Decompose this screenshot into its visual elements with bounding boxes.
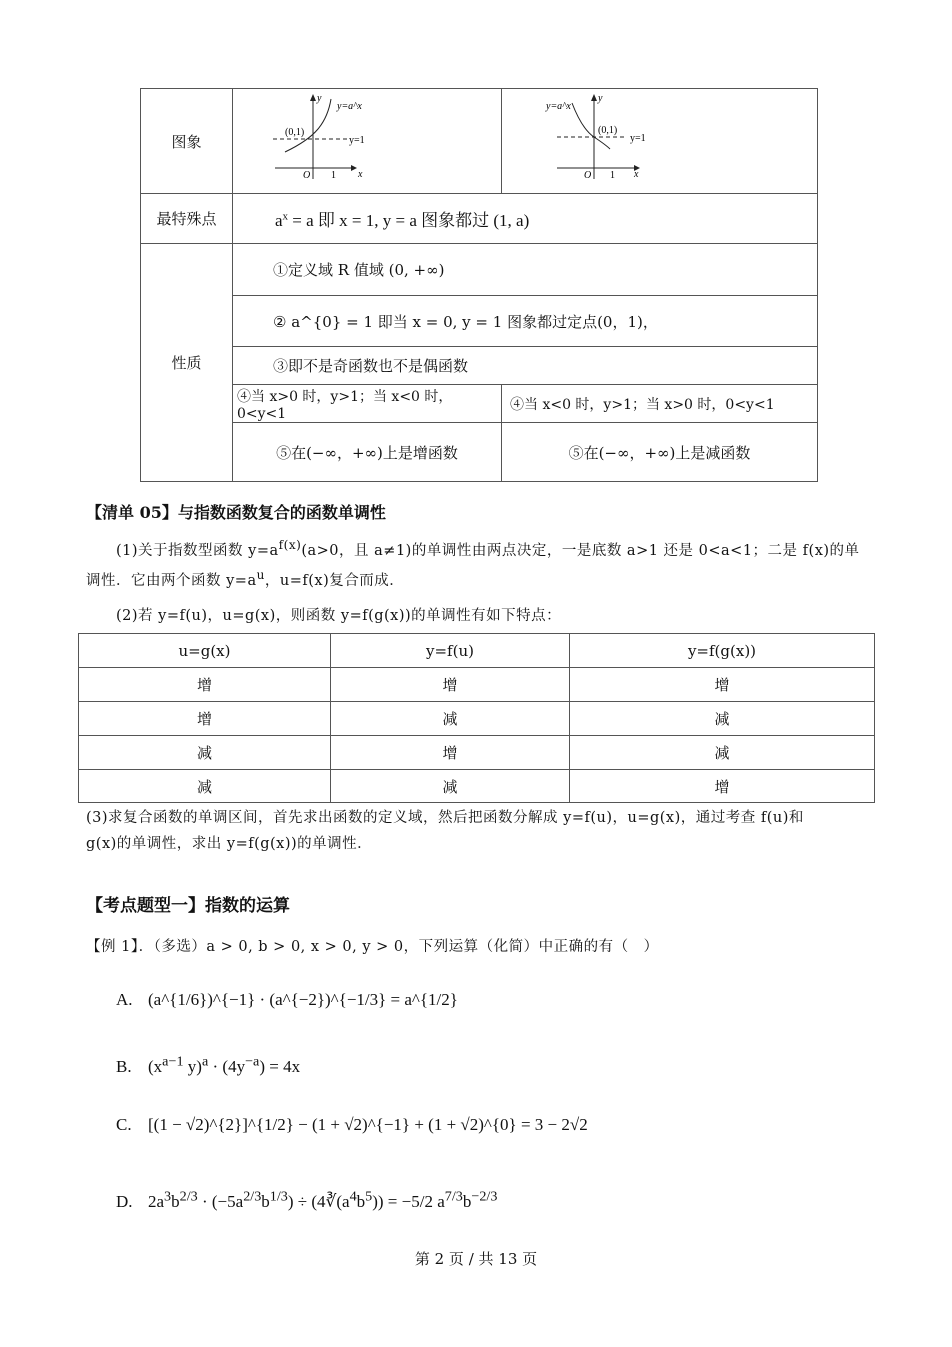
header-composite: y=f(g(x)) bbox=[570, 634, 875, 668]
header-outer: y=f(u) bbox=[331, 634, 570, 668]
origin-label: O bbox=[584, 170, 592, 181]
property-monotonic-decreasing: ⑤在(−∞，+∞)上是减函数 bbox=[502, 423, 818, 482]
table-row bbox=[79, 668, 875, 702]
row-label-special-point: 最特殊点 bbox=[141, 194, 233, 244]
cell: 减 bbox=[79, 770, 331, 803]
composite-monotonicity-table bbox=[78, 633, 875, 803]
line-label: y=1 bbox=[630, 133, 646, 144]
y-axis-label: y bbox=[317, 93, 322, 104]
decreasing-exponential-graph bbox=[502, 89, 802, 189]
cell: 增 bbox=[79, 668, 331, 702]
option-b bbox=[116, 1053, 300, 1077]
option-d bbox=[116, 1188, 497, 1212]
curve-label: y=a^x bbox=[337, 101, 362, 112]
cell: 减 bbox=[331, 770, 570, 803]
origin-label: O bbox=[303, 170, 311, 181]
example-1-question: 【例 1】．（多选）a > 0, b > 0, x > 0, y > 0，下列运算（化简）中正确的有（ ） bbox=[86, 939, 659, 955]
paragraph-1-line-1: (1)关于指数型函数 $y=a^{f(x)}(a>0$，且 a≠1)的单调性由两点决定，一是底数 a>1 还是 0<a<1；二是 f(x)的单 bbox=[116, 538, 860, 559]
cell: 减 bbox=[570, 736, 875, 770]
curve-label: y=a^x bbox=[546, 101, 571, 112]
graph-decreasing bbox=[502, 89, 818, 194]
option-label: A. bbox=[116, 990, 133, 1009]
option-label: C. bbox=[116, 1115, 132, 1134]
row-label-properties: 性质 bbox=[141, 244, 233, 482]
property-fixed-point: ② a^{0} = 1 即当 x = 0, y = 1 图象都过定点(0，1)， bbox=[233, 296, 818, 347]
cell: 增 bbox=[331, 668, 570, 702]
table-row bbox=[79, 770, 875, 803]
paragraph-1-line-2: 调性．它由两个函数 $y=a^u$，u=f(x)复合而成． bbox=[86, 568, 405, 589]
option-expression: (a^{1/6})^{−1} · (a^{−2})^{−1/3} = a^{1/2} bbox=[148, 990, 458, 1009]
table-row bbox=[79, 702, 875, 736]
tick-label: 1 bbox=[610, 170, 615, 181]
option-c bbox=[116, 1115, 588, 1135]
paragraph-3-line-1: (3)求复合函数的单调区间，首先求出函数的定义域，然后把函数分解成 y=f(u)，u=g(x)，通过考查 f(u)和 bbox=[86, 810, 804, 826]
cell: 减 bbox=[570, 702, 875, 736]
topic-1-heading: 【考点题型一】指数的运算 bbox=[86, 896, 290, 916]
cell: 增 bbox=[79, 702, 331, 736]
table-row bbox=[79, 736, 875, 770]
tick-label: 1 bbox=[331, 170, 336, 181]
exponential-properties-table bbox=[140, 88, 818, 482]
section-05-heading: 【清单 05】与指数函数复合的函数单调性 bbox=[86, 503, 386, 522]
increasing-exponential-graph bbox=[233, 89, 501, 189]
property-domain-range: ①定义域 R 值域 (0, +∞) bbox=[233, 244, 818, 296]
property-monotonic-increasing: ⑤在(−∞，+∞)上是增函数 bbox=[233, 423, 502, 482]
special-point-text: $a^x = a$ 即 x = 1, y = a 图象都过 (1, a) bbox=[233, 194, 818, 244]
option-label: B. bbox=[116, 1056, 132, 1076]
y-axis-label: y bbox=[598, 93, 603, 104]
x-axis-label: x bbox=[634, 169, 639, 180]
property-range-decreasing: ④当 x<0 时，y>1；当 x>0 时，0<y<1 bbox=[502, 385, 818, 423]
x-axis-label: x bbox=[358, 169, 363, 180]
property-range-increasing: ④当 x>0 时，y>1；当 x<0 时，0<y<1 bbox=[233, 385, 502, 423]
row-label-graph: 图象 bbox=[141, 89, 233, 194]
point-label: (0,1) bbox=[285, 127, 305, 138]
paragraph-2: (2)若 y=f(u)，u=g(x)，则函数 y=f(g(x))的单调性有如下特点： bbox=[116, 608, 562, 624]
point-label: (0,1) bbox=[598, 125, 618, 136]
property-parity: ③即不是奇函数也不是偶函数 bbox=[233, 347, 818, 385]
paragraph-3-line-2: g(x)的单调性，求出 y=f(g(x))的单调性． bbox=[86, 836, 373, 852]
page-footer: 第 2 页 / 共 13 页 bbox=[414, 1250, 538, 1268]
graph-increasing bbox=[233, 89, 502, 194]
cell: 减 bbox=[79, 736, 331, 770]
option-expression: ($x^{a-1}$ $y)^a \cdot (4y^{-a}) = 4x$ bbox=[148, 1053, 301, 1076]
header-inner: u=g(x) bbox=[79, 634, 331, 668]
cell: 减 bbox=[331, 702, 570, 736]
cell: 增 bbox=[331, 736, 570, 770]
cell: 增 bbox=[570, 668, 875, 702]
option-expression: [(1 − √2)^{2}]^{1/2} − (1 + √2)^{−1} + (1 + √2)^{0} = 3 − 2√2 bbox=[148, 1115, 588, 1134]
option-a bbox=[116, 990, 458, 1010]
line-label: y=1 bbox=[349, 135, 365, 146]
cell: 增 bbox=[570, 770, 875, 803]
option-label: D. bbox=[116, 1191, 133, 1211]
option-expression: $2a^3b^{2/3} \cdot (-5a^{2/3}b^{1/3})$ ÷ $(4∛(a^4b^5)) = -5/2$ $a^{7/3}b^{-2/3}$ bbox=[148, 1188, 498, 1211]
